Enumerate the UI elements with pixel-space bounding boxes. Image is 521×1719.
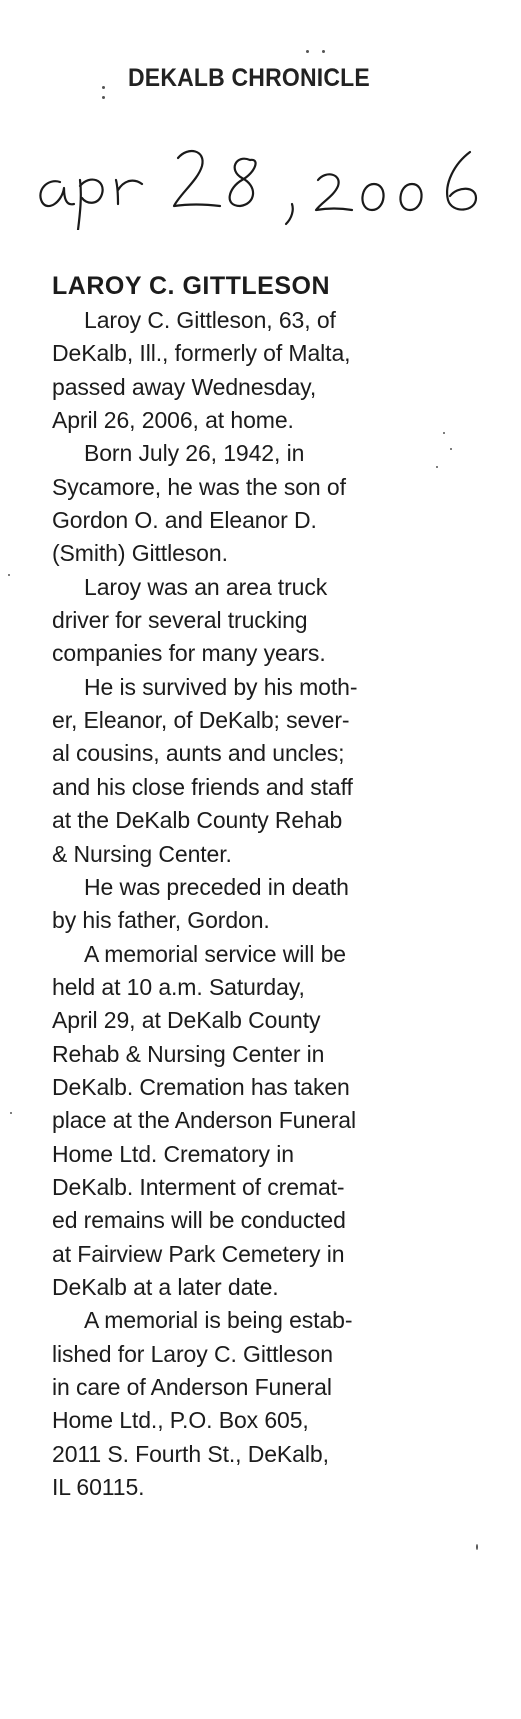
article-line: Laroy C. Gittleson, 63, of	[84, 307, 336, 333]
article-line: ed remains will be conducted	[52, 1207, 346, 1234]
obituary-article	[52, 270, 482, 1504]
article-line: (Smith) Gittleson.	[52, 540, 228, 567]
scan-speck	[306, 50, 309, 53]
article-line: driver for several trucking	[52, 607, 308, 634]
article-line: Rehab & Nursing Center in	[52, 1040, 325, 1067]
article-line: companies for many years.	[52, 640, 326, 667]
article-line: IL 60115.	[52, 1474, 145, 1501]
article-line: Home Ltd. Crematory in	[52, 1140, 294, 1167]
article-line: held at 10 a.m. Saturday,	[52, 973, 305, 1000]
article-line: at Fairview Park Cemetery in	[52, 1240, 345, 1267]
handwritten-date	[30, 140, 500, 230]
article-line: in care of Anderson Funeral	[52, 1374, 332, 1400]
article-line: DeKalb, Ill., formerly of Malta,	[52, 340, 351, 367]
article-line: DeKalb at a later date.	[52, 1273, 279, 1300]
article-line: Born July 26, 1942, in	[84, 440, 305, 467]
article-line: place at the Anderson Funeral	[52, 1107, 356, 1134]
article-line: Laroy was an area truck	[84, 573, 328, 600]
article-line: DeKalb. Cremation has taken	[52, 1073, 350, 1100]
article-line: He was preceded in death	[84, 873, 349, 900]
obituary-headline: LAROY C. GITTLESON	[52, 272, 330, 300]
article-line: He is survived by his moth-	[84, 673, 358, 700]
obituary-body	[52, 304, 482, 1504]
article-line: Gordon O. and Eleanor D.	[52, 507, 317, 534]
article-line: & Nursing Center.	[52, 840, 232, 867]
scan-speck	[8, 574, 10, 576]
article-line: Home Ltd., P.O. Box 605,	[52, 1407, 309, 1434]
scan-speck	[102, 86, 105, 89]
scan-speck	[102, 96, 105, 99]
scan-speck	[443, 432, 445, 434]
scan-speck	[322, 50, 325, 53]
article-line: April 29, at DeKalb County	[52, 1007, 321, 1034]
article-line: 2011 S. Fourth St., DeKalb,	[52, 1440, 329, 1467]
article-line: A memorial is being estab-	[84, 1307, 353, 1334]
newspaper-masthead: DEKALB CHRONICLE	[128, 64, 370, 92]
article-line: at the DeKalb County Rehab	[52, 807, 343, 834]
article-line: Sycamore, he was the son of	[52, 473, 346, 500]
article-line: A memorial service will be	[84, 940, 346, 967]
article-line: and his close friends and staff	[52, 773, 353, 800]
article-line: passed away Wednesday,	[52, 373, 317, 400]
article-line: DeKalb. Interment of cremat-	[52, 1173, 345, 1200]
scan-speck	[436, 466, 438, 468]
scan-speck	[476, 1544, 478, 1550]
scan-speck	[10, 1112, 12, 1114]
article-line: April 26, 2006, at home.	[52, 407, 294, 434]
article-line: lished for Laroy C. Gittleson	[52, 1340, 333, 1367]
article-line: by his father, Gordon.	[52, 907, 270, 934]
article-line: al cousins, aunts and uncles;	[52, 740, 345, 767]
scan-speck	[450, 448, 452, 450]
article-line: er, Eleanor, of DeKalb; sever-	[52, 707, 350, 734]
